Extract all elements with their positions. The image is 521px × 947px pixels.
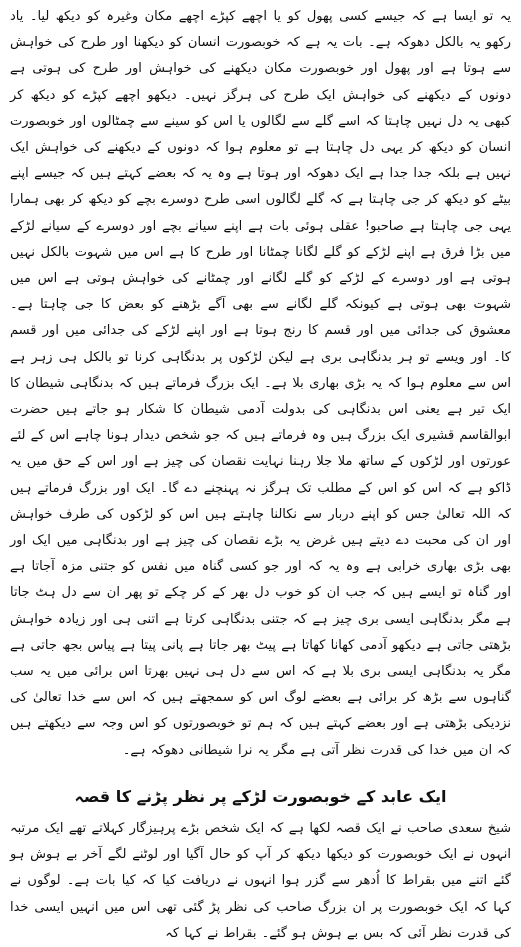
body-paragraph-1: یہ تو ایسا ہے کہ جیسے کسی پھول کو یا اچھے کپڑے اچھے مکان وغیرہ کو دیکھ لیا۔ یاد رکھو یہ بالکل دھوکہ ہے۔ بات یہ ہے کہ خوبصورت انسان کو دیکھنا اور طرح کی خواہش سے ہوتا ہے اور پھول اور خوبصورت مکان دیکھنے کی خواہش اور طرح کی ہوتی ہے دونوں کے دیکھنے کی خواہش ایک طرح کی ہرگز نہیں۔ دیکھو اچھے کپڑے کو دیکھ کر کبھی یہ دل نہیں چاہتا کہ اسے گلے سے لگالوں یا اس کو سینے سے چمٹالوں اور خوبصورت انسان کو دیکھ کر یہی دل چاہتا ہے تو معلوم ہوا کہ دونوں کے دیکھنے کی خواہش ایک نہیں ہے بلکہ جدا جدا ہے ایک دھوکہ اور ہوتا ہے وہ یہ کہ بعضے کہتے ہیں کہ جیسے اپنے بیٹے کو دیکھ کر جی چاہتا ہے کہ گلے لگالوں اسی طرح دوسرے بچے کو دیکھ کر بھی ہمارا یہی جی چاہتا ہے صاحبو! عقلی ہوئی بات ہے اپنے سیانے بچے اور دوسرے کے سیانے لڑکے میں بڑا فرق ہے اپنے لڑکے کو گلے لگانا چمٹانا اور طرح کا ہے اس میں شہوت بالکل نہیں ہوتی ہے اور دوسرے کے لڑکے کو گلے لگانے اور چمٹانے کی خواہش ہوتی ہے اس میں شہوت بھی ہوتی ہے کیونکہ گلے لگانے سے بھی آگے بڑھنے کو بعض کا جی چاہتا ہے۔ معشوق کی جدائی میں اور قسم کا رنج ہوتا ہے اور اپنے لڑکے کی جدائی میں اور قسم کا۔ اور ویسے تو ہر بدنگاہی بری ہے لیکن لڑکوں پر بدنگاہی کرنا تو بالکل ہی زہر ہے اس سے معلوم ہوا کہ یہ بڑی بھاری بلا ہے۔ ایک بزرگ فرماتے ہیں کہ بدنگاہی شیطان کا ایک تیر ہے یعنی اس بدنگاہی کی بدولت آدمی شیطان کا شکار ہو جاتے ہیں حضرت ابوالقاسم قشیری ایک بزرگ ہیں وہ فرماتے ہیں کہ جو شخص دیدار ہونا چاہے اس کے لئے عورتوں اور لڑکوں کے ساتھ ملا جلا رہنا نہایت نقصان کی چیز ہے اور اس کے حق میں یہ ڈاکو ہے کہ اس کو اس کے مطلب تک ہرگز نہ پہنچنے دے گا۔ ایک اور بزرگ فرماتے ہیں کہ اللہ تعالیٰ جس کو اپنے دربار سے نکالنا چاہتے ہیں اس کو لڑکوں کی طرف خواہش اور ان کی محبت دے دیتے ہیں غرض یہ بڑے نقصان کی چیز ہے اور بدنگاہی میں ایک اور بھی بڑی بھاری خرابی ہے وہ یہ کہ اور جو کسی گناہ میں نفس کو جتنی مزہ آجاتا ہے اور گناہ تو ایسے ہیں کہ جب ان کو خوب دل بھر کے کر چکے تو پھر ان سے دل ہٹ جاتا ہے مگر بدنگاہی ایسی بری چیز ہے کہ جتنی بدنگاہی کرتا ہے اتنی ہی اور زیادہ خواہش بڑھتی جاتی ہے دیکھو آدمی کھانا کھاتا ہے پیٹ بھر جاتا ہے پانی پیتا ہے پیاس بجھ جاتی ہے مگر یہ بدنگاہی ایسی بری بلا ہے کہ اس سے دل ہی نہیں بھرتا اس برائی میں یہ سب گناہوں سے بڑھ کر برائی ہے بعضے لوگ اس کو سمجھتے ہیں کہ اس سے خدا تعالیٰ کی نزدیکی بڑھتی ہے اور بعضے کہتے ہیں کہ ہم تو خوبصورتوں کو اس وجہ سے دیکھتے ہیں کہ ان میں خدا کی قدرت نظر آتی ہے مگر یہ نرا شیطانی دھوکہ ہے۔ [10, 9, 511, 758]
section-heading: ایک عابد کے خوبصورت لڑکے پر نظر پڑنے کا قصہ [74, 786, 447, 806]
body-paragraph-2: شیخ سعدی صاحب نے ایک قصہ لکھا ہے کہ ایک شخص بڑے پرہیزگار کہلاتے تھے ایک مرتبہ انہوں نے ایک خوبصورت کو دیکھا دیکھ کر آپ کو حال آگیا اور لوٹنے لگے آخر بے ہوش ہو گئے اتنے میں بقراط کا اُدھر سے گزر ہوا انہوں نے دریافت کیا کہ کیا بات ہے۔ لوگوں نے کہا کہ ایک خوبصورت پر ان بزرگ صاحب کی نظر پڑ گئی تھی اس میں انہیں ایسی خدا کی قدرت نظر آئی کہ بس بے ہوش ہو گئے۔ بقراط نے کہا کہ [10, 820, 511, 941]
